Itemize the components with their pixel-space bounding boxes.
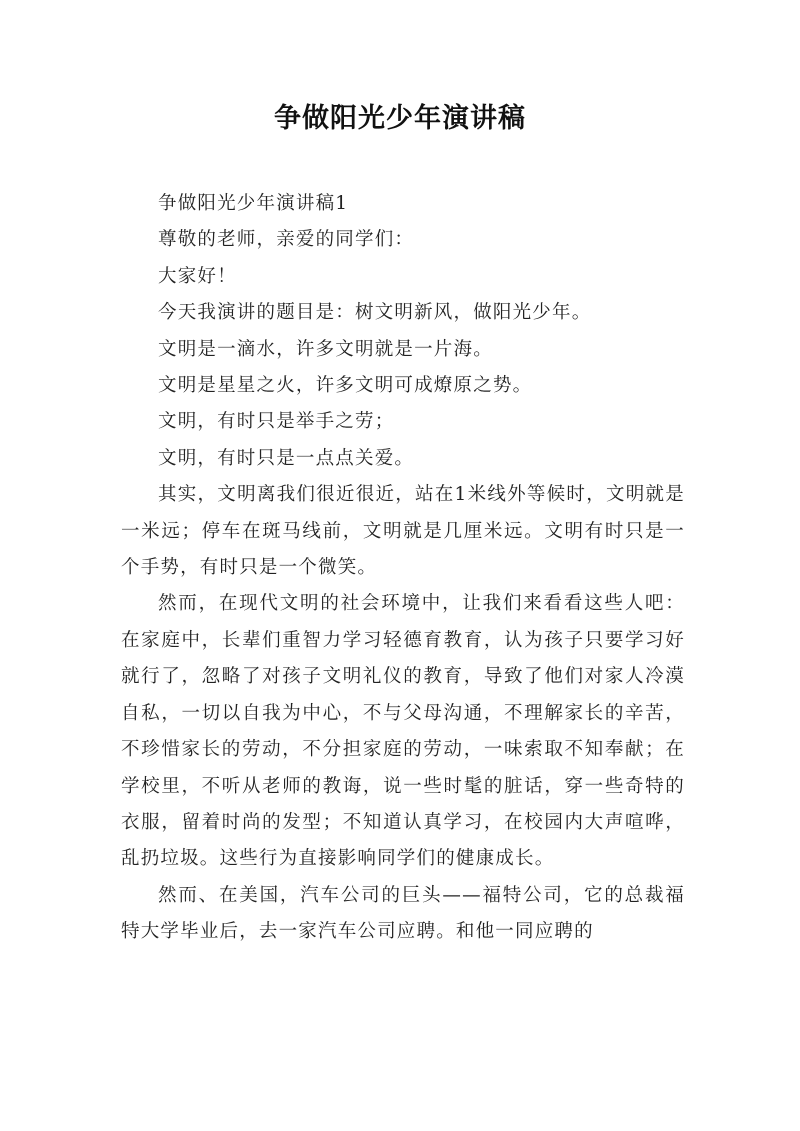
paragraph-salutation: 尊敬的老师，亲爱的同学们： xyxy=(158,229,415,251)
paragraph: 然而、在美国，汽车公司的巨头——福特公司，它的总裁福特大学毕业后，去一家汽车公司应聘。和他一同应聘的 xyxy=(121,884,685,943)
paragraph-greeting: 大家好！ xyxy=(158,265,237,287)
paragraph: 文明，有时只是举手之劳； xyxy=(158,411,395,433)
paragraph: 文明是一滴水，许多文明就是一片海。 xyxy=(158,338,493,360)
paragraph: 文明，有时只是一点点关爱。 xyxy=(158,447,415,469)
paragraph: 其实，文明离我们很近很近，站在1米线外等候时，文明就是一米远；停车在斑马线前，文明就是几厘米远。文明有时只是一个手势，有时只是一个微笑。 xyxy=(121,484,685,579)
paragraph: 然而，在现代文明的社会环境中，让我们来看看这些人吧：在家庭中，长辈们重智力学习轻德育教育，认为孩子只要学习好就行了，忽略了对孩子文明礼仪的教育，导致了他们对家人冷漠自私，一切以自我为中心，不与父母沟通，不理解家长的辛苦，不珍惜家长的劳动，不分担家庭的劳动，一味索取不知奉献；在学校里，不听从老师的教诲，说一些时髦的脏话，穿一些奇特的衣服，留着时尚的发型；不知道认真学习，在校园内大声喧哗，乱扔垃圾。这些行为直接影响同学们的健康成长。 xyxy=(121,593,685,870)
document-body xyxy=(121,186,685,951)
paragraph-heading: 争做阳光少年演讲稿1 xyxy=(158,193,349,214)
document-title: 争做阳光少年演讲稿 xyxy=(274,103,526,134)
paragraph: 文明是星星之火，许多文明可成燎原之势。 xyxy=(158,375,533,397)
paragraph-topic: 今天我演讲的题目是：树文明新风，做阳光少年。 xyxy=(158,302,592,324)
